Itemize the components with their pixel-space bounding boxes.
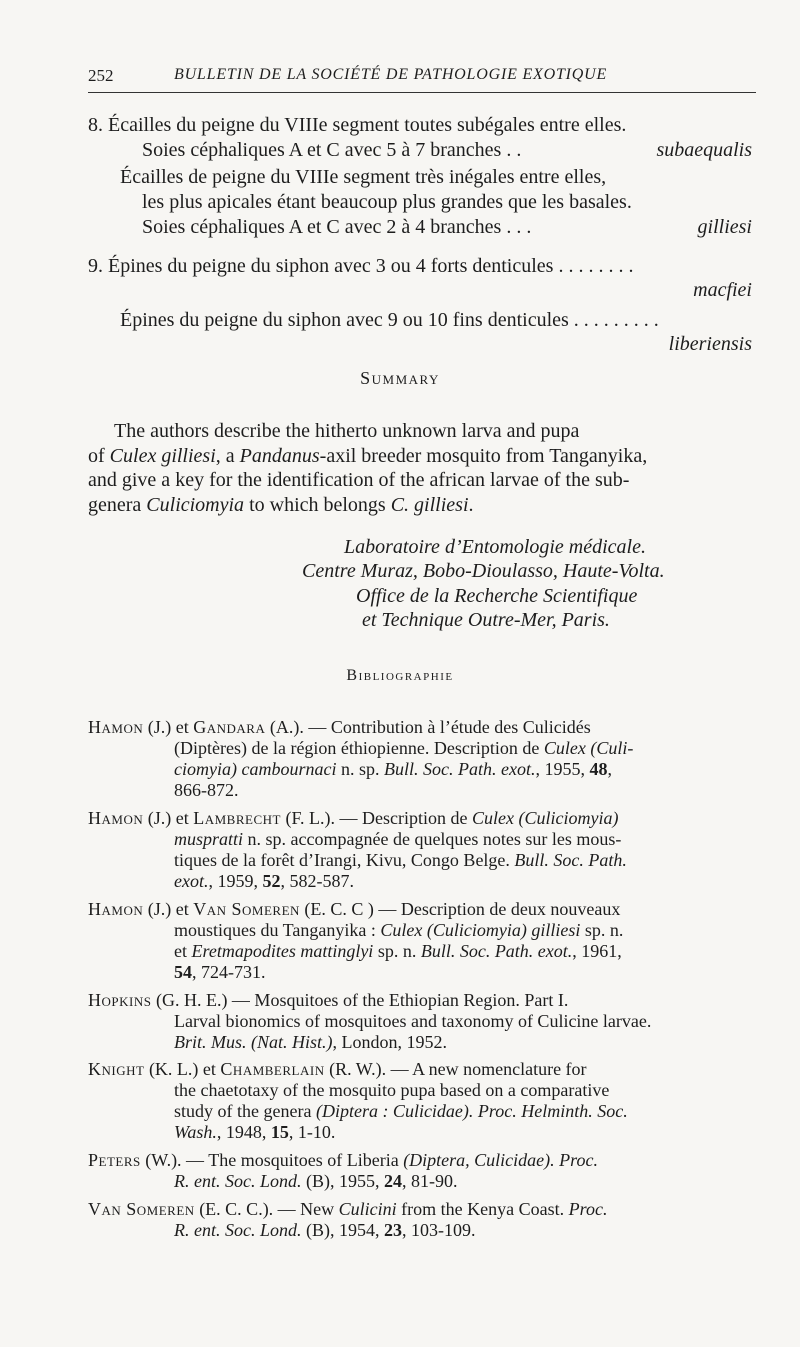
reference-hamon-lambrecht-line-2: muspratti n. sp. accompagnée de quelques notes sur les mous- [174, 829, 622, 849]
key-couplet-8b-line-3: Soies céphaliques A et C avec 2 à 4 branches . . . [142, 216, 532, 238]
affiliation-line-1: Laboratoire d’Entomologie médicale. [344, 536, 646, 558]
reference-hamon-lambrecht-line-4: exot., 1959, 52, 582-587. [174, 871, 354, 891]
key-species-subaequalis: subaequalis [656, 139, 752, 161]
reference-hamon-gandara-line-1: Hamon (J.) et Gandara (A.). — Contribution à l’étude des Culicidés [88, 717, 591, 737]
reference-peters-line-2: R. ent. Soc. Lond. (B), 1955, 24, 81-90. [174, 1171, 458, 1191]
summary-line-4: genera Culiciomyia to which belongs C. gilliesi. [88, 494, 474, 516]
affiliation-line-4: et Technique Outre-Mer, Paris. [362, 609, 610, 631]
page-number: 252 [88, 66, 114, 85]
reference-hamon-van-someren-line-2: moustiques du Tanganyika : Culex (Culiciomyia) gilliesi sp. n. [174, 920, 624, 940]
key-couplet-8a-line-1: 8. Écailles du peigne du VIIIe segment toutes subégales entre elles. [88, 114, 627, 136]
running-header [88, 64, 756, 93]
reference-hamon-lambrecht-line-1: Hamon (J.) et Lambrecht (F. L.). — Description de Culex (Culiciomyia) [88, 808, 619, 828]
reference-knight-chamberlain-line-2: the chaetotaxy of the mosquito pupa based on a comparative [174, 1080, 610, 1100]
key-species-liberiensis: liberiensis [668, 333, 752, 355]
affiliation-line-2: Centre Muraz, Bobo-Dioulasso, Haute-Volta. [302, 560, 665, 582]
reference-hopkins-line-1: Hopkins (G. H. E.) — Mosquitoes of the Ethiopian Region. Part I. [88, 990, 569, 1010]
key-couplet-9a-line-1: 9. Épines du peigne du siphon avec 3 ou 4 forts denticules . . . . . . . . [88, 255, 634, 277]
running-title: BULLETIN DE LA SOCIÉTÉ DE PATHOLOGIE EXOTIQUE [174, 66, 608, 83]
reference-hopkins-line-3: Brit. Mus. (Nat. Hist.), London, 1952. [174, 1032, 448, 1052]
reference-hopkins-line-2: Larval bionomics of mosquitoes and taxonomy of Culicine larvae. [174, 1011, 652, 1031]
reference-knight-chamberlain-line-1: Knight (K. L.) et Chamberlain (R. W.). — A new nomenclature for [88, 1059, 587, 1079]
reference-hamon-lambrecht-line-3: tiques de la forêt d’Irangi, Kivu, Congo Belge. Bull. Soc. Path. [174, 850, 627, 870]
reference-van-someren-line-1: Van Someren (E. C. C.). — New Culicini from the Kenya Coast. Proc. [88, 1199, 608, 1219]
summary-heading: Summary [360, 368, 440, 388]
reference-peters-line-1: Peters (W.). — The mosquitoes of Liberia (Diptera, Culicidae). Proc. [88, 1150, 598, 1170]
reference-hamon-gandara-line-4: 866-872. [174, 780, 239, 800]
bibliography-heading: Bibliographie [346, 667, 454, 684]
key-couplet-8a-line-2: Soies céphaliques A et C avec 5 à 7 branches . . [142, 139, 522, 161]
reference-hamon-van-someren-line-3: et Eretmapodites mattinglyi sp. n. Bull. Soc. Path. exot., 1961, [174, 941, 622, 961]
reference-hamon-gandara-line-3: ciomyia) cambournaci n. sp. Bull. Soc. Path. exot., 1955, 48, [174, 759, 612, 779]
reference-knight-chamberlain-line-4: Wash., 1948, 15, 1-10. [174, 1122, 336, 1142]
key-couplet-8b-line-1: Écailles de peigne du VIIIe segment très inégales entre elles, [120, 166, 607, 188]
key-couplet-9b-line-1: Épines du peigne du siphon avec 9 ou 10 fins denticules . . . . . . . . . [120, 309, 659, 331]
reference-van-someren-line-2: R. ent. Soc. Lond. (B), 1954, 23, 103-109. [174, 1220, 476, 1240]
key-couplet-8b-line-2: les plus apicales étant beaucoup plus grandes que les basales. [142, 191, 632, 213]
reference-hamon-van-someren-line-1: Hamon (J.) et Van Someren (E. C. C ) — Description de deux nouveaux [88, 899, 621, 919]
reference-hamon-gandara-line-2: (Diptères) de la région éthiopienne. Description de Culex (Culi- [174, 738, 634, 758]
key-species-gilliesi: gilliesi [697, 216, 752, 238]
affiliation-line-3: Office de la Recherche Scientifique [356, 585, 638, 607]
reference-hamon-van-someren-line-4: 54, 724-731. [174, 962, 266, 982]
summary-line-2: of Culex gilliesi, a Pandanus-axil breeder mosquito from Tanganyika, [88, 445, 648, 467]
summary-line-1: The authors describe the hitherto unknown larva and pupa [114, 420, 580, 442]
summary-line-3: and give a key for the identification of the african larvae of the sub- [88, 469, 630, 491]
key-species-macfiei: macfiei [693, 279, 752, 301]
reference-knight-chamberlain-line-3: study of the genera (Diptera : Culicidae). Proc. Helminth. Soc. [174, 1101, 628, 1121]
